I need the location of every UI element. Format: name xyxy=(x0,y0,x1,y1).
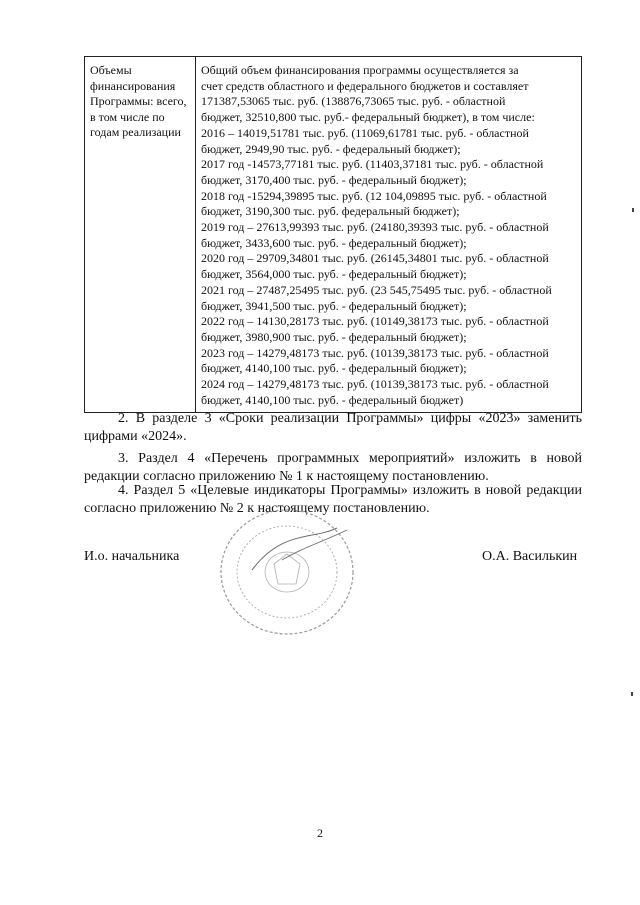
value-line: 2017 год -14573,77181 тыс. руб. (11403,37181 тыс. руб. - областной xyxy=(201,157,544,172)
paragraph-text: 2. В разделе 3 «Сроки реализации Программы» цифры «2023» заменить цифрами «2024». xyxy=(84,411,582,444)
value-line: 2023 год – 14279,48173 тыс. руб. (10139,38173 тыс. руб. - областной xyxy=(201,345,549,360)
value-line: бюджет, 3190,300 тыс. руб. федеральный бюджет); xyxy=(201,204,460,219)
value-line: 2024 год – 14279,48173 тыс. руб. (10139,38173 тыс. руб. - областной xyxy=(201,377,549,392)
table-row xyxy=(85,57,582,413)
value-line: 2016 – 14019,51781 тыс. руб. (11069,61781 тыс. руб. - областной xyxy=(201,125,529,140)
page-number: 2 xyxy=(317,826,323,840)
scan-speck xyxy=(632,208,634,212)
signatory-position: И.о. начальника xyxy=(84,549,180,564)
value-line: бюджет, 3564,000 тыс. руб. - федеральный бюджет); xyxy=(201,267,467,282)
paragraph-2 xyxy=(84,410,582,446)
value-line: бюджет, 3980,900 тыс. руб. - федеральный бюджет); xyxy=(201,329,467,344)
value-line: 2020 год – 29709,34801 тыс. руб. (26145,34801 тыс. руб. - областной xyxy=(201,251,549,266)
value-line: бюджет, 3433,600 тыс. руб. - федеральный бюджет); xyxy=(201,235,467,250)
paragraph-text: 4. Раздел 5 «Целевые индикаторы Программы» изложить в новой редакции согласно приложению № 2 к настоящему постановлению. xyxy=(84,483,582,516)
value-line: бюджет, 2949,90 тыс. руб. - федеральный бюджет); xyxy=(201,141,461,156)
value-line: бюджет, 4140,100 тыс. руб. - федеральный бюджет) xyxy=(201,392,464,407)
value-line: 171387,53065 тыс. руб. (138876,73065 тыс. руб. - областной xyxy=(201,94,506,109)
table-value-cell xyxy=(196,57,582,413)
paragraph-text: 3. Раздел 4 «Перечень программных мероприятий» изложить в новой редакции согласно приложению № 1 к настоящему постановлению. xyxy=(84,451,582,484)
label-line: Программы: всего, xyxy=(90,94,187,108)
value-line: 2018 год -15294,39895 тыс. руб. (12 104,09895 тыс. руб. - областной xyxy=(201,188,547,203)
value-line: 2022 год – 14130,28173 тыс. руб. (10149,38173 тыс. руб. - областной xyxy=(201,314,549,329)
label-line: Объемы xyxy=(90,63,132,77)
value-line: бюджет, 4140,100 тыс. руб. - федеральный бюджет); xyxy=(201,361,467,376)
value-line: бюджет, 32510,800 тыс. руб.- федеральный бюджет), в том числе: xyxy=(201,110,535,125)
value-line: бюджет, 3170,400 тыс. руб. - федеральный бюджет); xyxy=(201,172,467,187)
official-stamp xyxy=(212,500,362,640)
signatory-name: О.А. Василькин xyxy=(482,549,578,564)
financing-table xyxy=(84,56,582,413)
value-line: бюджет, 3941,500 тыс. руб. - федеральный бюджет); xyxy=(201,298,467,313)
value-line: 2021 год – 27487,25495 тыс. руб. (23 545,75495 тыс. руб. - областной xyxy=(201,282,552,297)
table-label-cell xyxy=(85,57,196,413)
label-line: финансирования xyxy=(90,78,176,93)
scan-speck xyxy=(631,692,633,696)
value-line: Общий объем финансирования программы осуществляется за xyxy=(201,63,519,77)
label-line: годам реализации xyxy=(90,125,181,139)
label-line: в том числе по xyxy=(90,109,165,124)
value-line: счет средств областного и федерального бюджетов и составляет xyxy=(201,78,529,93)
value-line: 2019 год – 27613,99393 тыс. руб. (24180,39393 тыс. руб. - областной xyxy=(201,220,549,235)
paragraph-3 xyxy=(84,450,582,486)
